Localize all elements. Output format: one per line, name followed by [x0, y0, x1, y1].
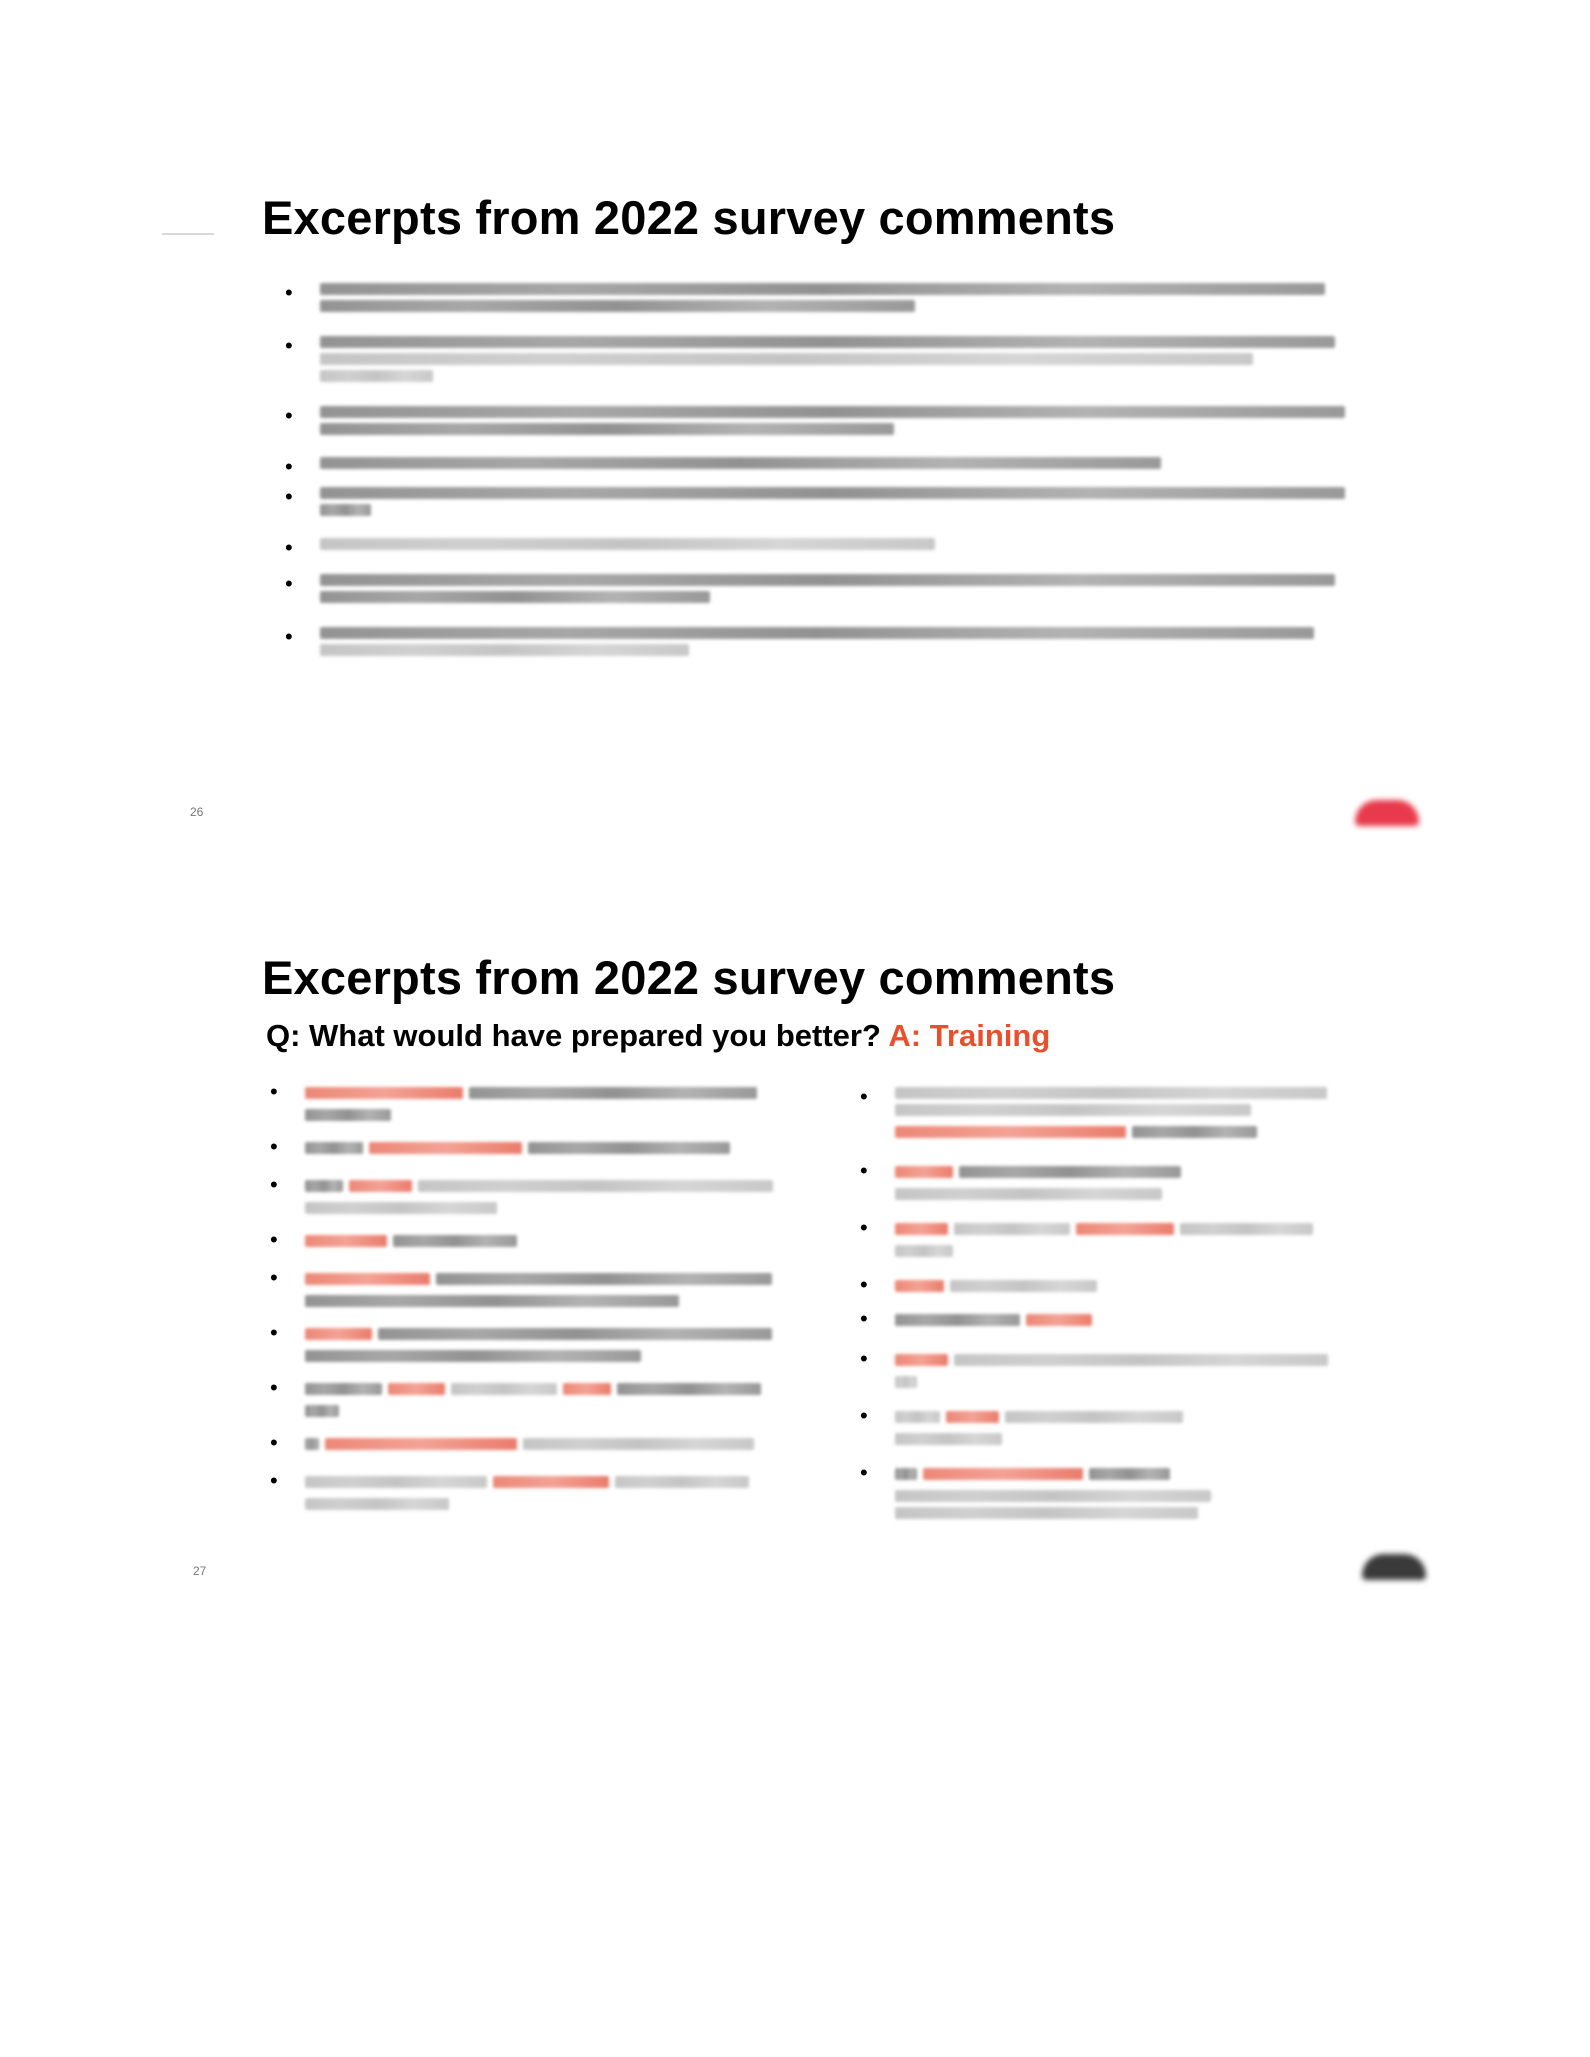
bullet-glyph: • [285, 535, 293, 560]
bullet-glyph: • [860, 1158, 868, 1183]
slide-26 [0, 0, 1590, 900]
comment-list [285, 278, 1345, 661]
list-item [270, 1430, 785, 1455]
bullet-glyph: • [270, 1320, 278, 1345]
bullet-glyph: • [285, 624, 293, 649]
list-item [285, 484, 1345, 516]
list-item [270, 1265, 785, 1307]
slide-title: Excerpts from 2022 survey comments [262, 191, 1116, 244]
list-item [285, 454, 1345, 479]
list-item [860, 1460, 1340, 1519]
slide-27 [0, 900, 1590, 1620]
list-item [860, 1215, 1340, 1257]
bullet-glyph: • [285, 484, 293, 509]
bullet-glyph: • [860, 1215, 868, 1240]
page-number: 26 [190, 805, 204, 819]
slide-title: Excerpts from 2022 survey comments [262, 951, 1116, 1004]
list-item [860, 1346, 1340, 1388]
question-text: Q: What would have prepared you better? [266, 1018, 881, 1053]
bullet-glyph: • [270, 1430, 278, 1455]
list-item [285, 624, 1345, 656]
list-item [860, 1306, 1340, 1331]
bullet-glyph: • [285, 571, 293, 596]
answer-text: A: Training [888, 1018, 1051, 1053]
list-item [285, 280, 1345, 312]
bullet-glyph: • [860, 1084, 868, 1109]
bullet-glyph: • [860, 1272, 868, 1297]
bullet-glyph: • [860, 1306, 868, 1331]
list-item [270, 1134, 785, 1159]
list-item [270, 1227, 785, 1252]
bullet-glyph: • [270, 1375, 278, 1400]
list-item [860, 1403, 1340, 1445]
bullet-glyph: • [270, 1134, 278, 1159]
comments-right-column [860, 1082, 1340, 1524]
list-item [270, 1320, 785, 1362]
bullet-glyph: • [270, 1227, 278, 1252]
bullet-glyph: • [860, 1403, 868, 1428]
bullet-glyph: • [285, 333, 293, 358]
slide-subtitle [266, 1018, 1050, 1054]
list-item [270, 1375, 785, 1417]
bullet-glyph: • [860, 1460, 868, 1485]
list-item [285, 403, 1345, 435]
comments-left-column [270, 1079, 785, 1515]
list-item [285, 333, 1345, 382]
list-item [860, 1084, 1340, 1143]
list-item [285, 571, 1345, 603]
brand-logo [1355, 800, 1419, 826]
list-item [285, 535, 1345, 560]
bullet-glyph: • [860, 1346, 868, 1371]
bullet-glyph: • [270, 1079, 278, 1104]
bullet-glyph: • [270, 1468, 278, 1493]
bullet-glyph: • [285, 280, 293, 305]
comment-list [270, 1079, 785, 1510]
brand-logo [1362, 1554, 1426, 1580]
list-item [270, 1172, 785, 1214]
bullet-glyph: • [285, 403, 293, 428]
list-item [860, 1272, 1340, 1297]
page-number: 27 [193, 1564, 207, 1578]
list-item [270, 1079, 785, 1121]
bullet-glyph: • [270, 1172, 278, 1197]
list-item [860, 1158, 1340, 1200]
bullet-glyph: • [285, 454, 293, 479]
comment-list [860, 1084, 1340, 1519]
list-item [270, 1468, 785, 1510]
bullet-glyph: • [270, 1265, 278, 1290]
side-divider [162, 233, 214, 235]
